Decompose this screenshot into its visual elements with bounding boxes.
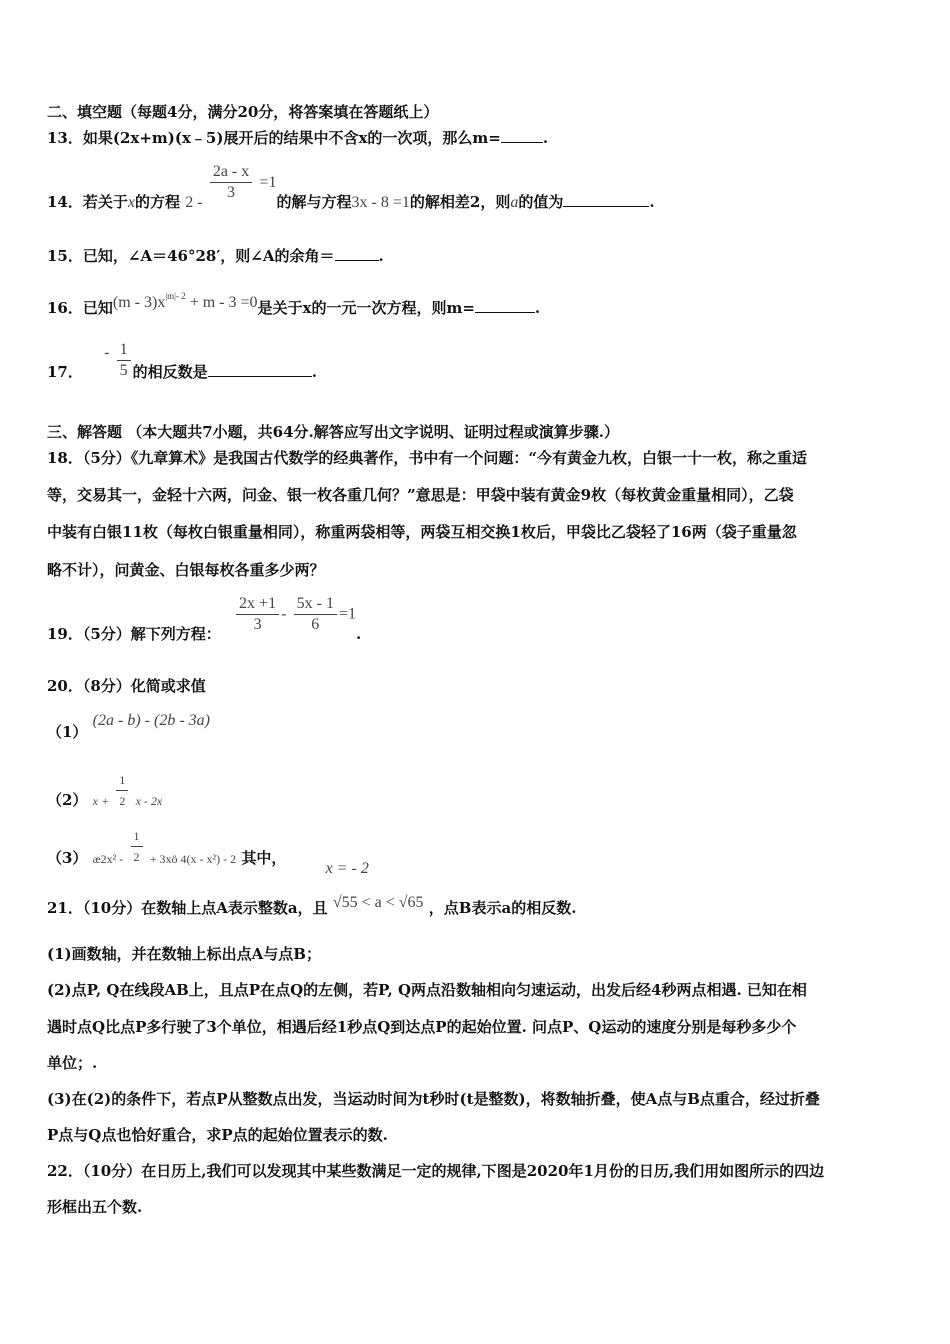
question-21-part-1: (1)画数轴，并在数轴上标出点A与点B； bbox=[47, 945, 321, 963]
question-22-line-1: 22．（10分）在日历上,我们可以发现其中某些数满足一定的规律,下图是2020年1月份的日历,我们用如图所示的四边 bbox=[47, 1162, 825, 1180]
section-2-heading: 二、填空题（每题4分，满分20分，将答案填在答题纸上） bbox=[47, 103, 439, 121]
question-18-line-2: 等，交易其一，金轻十六两，问金、银一枚各重几何？”意思是：甲袋中装有黄金9枚（每枚黄金重量相同），乙袋 bbox=[47, 486, 794, 504]
inequality: √55 < a < √65 bbox=[332, 894, 424, 911]
eq1-lead: 2 - bbox=[185, 193, 203, 211]
question-20-part-3: （3） $_{æ2x^2 -}$ $\frac{1}{2}$ $_{+ 3xö 4(x - x^2) - 2}$ 其中， x = - 2 bbox=[47, 826, 369, 867]
question-21-part-2-line-3: 单位；. bbox=[47, 1054, 98, 1072]
question-21-part-2-line-2: 遇时点Q比点P多行驶了3个单位，相遇后经1秒点Q到达点P的起始位置. 问点P、Q运动的速度分别是每秒多少个 bbox=[47, 1018, 797, 1036]
question-20-title: 20．（8分）化简或求值 bbox=[47, 677, 206, 695]
question-22-line-2: 形框出五个数. bbox=[47, 1198, 143, 1216]
question-20-part-1: （1） (2a - b) - (2b - 3a) bbox=[47, 712, 210, 741]
question-16: 16．已知$(m - 3)x^{|m|- 2} + m - 3 =0$是关于x的一元一次方程，则m= . bbox=[47, 291, 541, 317]
fraction: $\frac{2a - x}{3}$ bbox=[210, 162, 252, 203]
question-21-part-2-line-1: (2)点P, Q在线段AB上，且点P在点Q的左侧，若P, Q两点沿数轴相向匀速运动，出发后经4秒两点相遇. 已知在相 bbox=[47, 981, 807, 999]
question-15: 15．已知，∠A＝46°28′，则∠A的余角＝ . bbox=[47, 247, 384, 265]
question-17: 17． - $\frac{1}{5}$ 的相反数是 . bbox=[47, 341, 317, 381]
question-13: 13．如果(2x+m)(x﹣5)展开后的结果中不含x的一次项，那么m= . bbox=[47, 129, 549, 147]
section-3-heading: 三、解答题 （本大题共7小题，共64分.解答应写出文字说明、证明过程或演算步骤.） bbox=[47, 423, 619, 441]
question-20-part-2: （2） $_{x +}$ $\frac{1}{2}$ $_{x - 2x}$ bbox=[47, 770, 162, 811]
question-18-line-1: 18．（5分）《九章算术》是我国古代数学的经典著作，书中有一个问题：“今有黄金九枚，白银一十一枚，称之重适 bbox=[47, 449, 807, 467]
question-21-intro: 21．（10分）在数轴上点A表示整数a，且 √55 < a < √65 ，点B表示a的相反数. bbox=[47, 894, 577, 917]
question-14: 14．若关于x的方程 2 - $\frac{2a - x}{3}$ =1的解与方程3x - 8 =1的解相差2，则a的值为 . bbox=[47, 163, 655, 211]
question-21-part-3-line-1: (3)在(2)的条件下，若点P从整数点出发，当运动时间为t秒时(t是整数)，将数轴折叠，使A点与B点重合，经过折叠 bbox=[47, 1090, 820, 1108]
question-18-line-4: 略不计），问黄金、白银每枚各重多少两？ bbox=[47, 561, 325, 579]
question-21-part-3-line-2: P点与Q点也恰好重合，求P点的起始位置表示的数. bbox=[47, 1126, 388, 1144]
question-19: 19．（5分）解下列方程： $\frac{2x +1}{3}$ - $\frac{5x - 1}{6}$ =1. bbox=[47, 595, 362, 643]
question-18-line-3: 中装有白银11枚（每枚白银重量相同），称重两袋相等，两袋互相交换1枚后，甲袋比乙袋轻了16两（袋子重量忽 bbox=[47, 523, 797, 541]
fraction: $\frac{1}{5}$ bbox=[117, 340, 131, 381]
